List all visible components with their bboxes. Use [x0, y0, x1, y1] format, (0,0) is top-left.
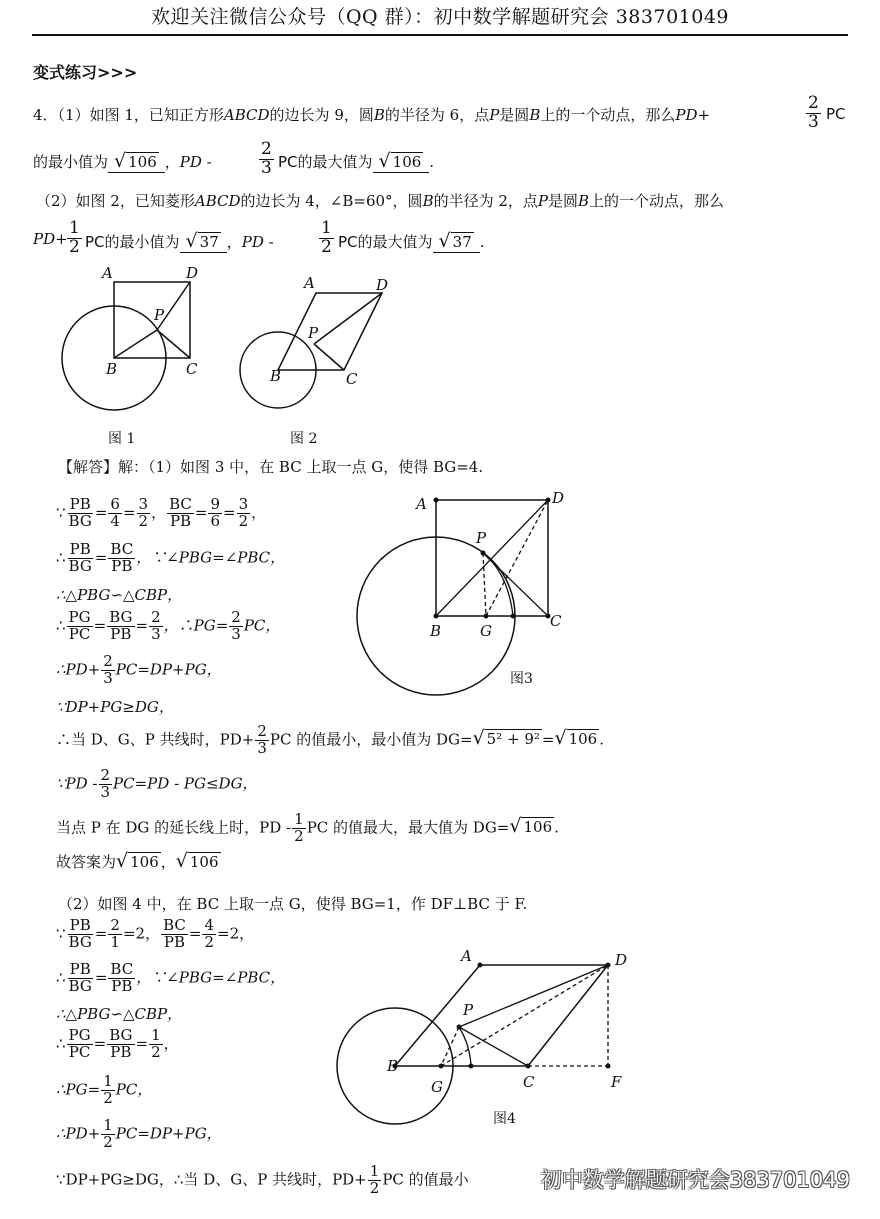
- problem-part1-line2: 的最小值为 √ 106 ，PD -: [33, 150, 212, 172]
- fig4-label-p: P: [463, 1001, 474, 1019]
- fig1-caption: 图 1: [108, 431, 136, 447]
- fig4-label-a: A: [461, 947, 472, 965]
- sol1-line10: 故答案为 √ 106 ， √ 106: [56, 850, 219, 872]
- fig3-label-d: D: [552, 489, 565, 507]
- fraction-1-2: $\frac{1}{2}$: [69, 218, 80, 257]
- fraction-1-2-b: $\frac{1}{2}$: [321, 218, 332, 257]
- problem-part1-line1: 4．（1）如图 1，已知正方形ABCD的边长为 9，圆B的半径为 6，点P是圆B上的一个动点，那么PD+: [33, 106, 711, 124]
- sol2-line1: ∵ $\frac{PB}{BG}$ = $\frac{2}{1}$ =2， $\frac{BC}{PB}$ = $\frac{4}{2}$ =2，: [56, 916, 255, 951]
- sol2-line5: ∴PG= $\frac{1}{2}$ PC，: [56, 1072, 153, 1107]
- fig1-label-a: A: [102, 264, 113, 282]
- problem-part2-line2c: PC的最大值为 √ 37 .: [338, 230, 485, 252]
- fig4-caption: 图4: [493, 1111, 516, 1127]
- fig2-label-c: C: [346, 370, 358, 388]
- sol1-line2: ∴ $\frac{PB}{BG}$ = $\frac{BC}{PB}$ ，∵∠PBG=∠PBC，: [56, 540, 286, 575]
- sol1-line5: ∴PD+ $\frac{2}{3}$ PC=DP+PG，: [56, 652, 222, 687]
- fig1-label-c: C: [186, 360, 198, 378]
- fig3-label-c: C: [550, 612, 562, 630]
- figure-3: [350, 485, 580, 700]
- fig2-label-a: A: [304, 274, 315, 292]
- fig1-label-d: D: [186, 264, 199, 282]
- header-divider: [32, 34, 848, 36]
- fraction-2-3-b: $\frac{2}{3}$: [261, 139, 272, 178]
- fig4-label-c: C: [523, 1073, 535, 1091]
- sol2-line4: ∴ $\frac{PG}{PC}$ = $\frac{BG}{PB}$ = $\frac{1}{2}$ ，: [56, 1026, 179, 1061]
- problem-part1-line2-b: PC的最大值为 √ 106 .: [278, 150, 435, 172]
- problem-part2-line2b: PC的最小值为 √ 37 ，PD -: [85, 230, 274, 252]
- sol1-line8: ∵PD - $\frac{2}{3}$ PC=PD - PG≤DG，: [56, 766, 258, 801]
- problem-part2-line1: （2）如图 2，已知菱形ABCD的边长为 4，∠B=60°，圆B的半径为 2，点P是圆B上的一个动点，那么: [36, 192, 725, 210]
- sol1-line6: ∵DP+PG≥DG，: [56, 698, 174, 716]
- sol1-line9: 当点 P 在 DG 的延长线上时，PD - $\frac{1}{2}$ PC 的值最大，最大值为 DG= √ 106 .: [56, 810, 559, 845]
- fig3-label-p: P: [476, 529, 487, 547]
- fig2-label-d: D: [376, 276, 389, 294]
- figure-4: [335, 945, 635, 1135]
- sol1-line4: ∴ $\frac{PG}{PC}$ = $\frac{BG}{PB}$ = $\frac{2}{3}$ ，∴PG= $\frac{2}{3}$ PC，: [56, 608, 281, 643]
- fig4-label-f: F: [611, 1073, 622, 1091]
- fig2-label-b: B: [270, 367, 282, 385]
- sol2-line7: ∵DP+PG≥DG，∴当 D、G、P 共线时，PD+ $\frac{1}{2}$ PC 的值最小: [56, 1162, 469, 1197]
- solution-heading: 【解答】解：（1）如图 3 中，在 BC 上取一点 G，使得 BG=4.: [58, 458, 484, 476]
- fig3-caption: 图3: [510, 671, 533, 687]
- pc-label: PC: [826, 105, 846, 123]
- fig4-label-d: D: [615, 951, 628, 969]
- fig2-label-p: P: [308, 324, 319, 342]
- fig4-label-b: B: [387, 1057, 399, 1075]
- sol2-line6: ∴PD+ $\frac{1}{2}$ PC=DP+PG，: [56, 1116, 222, 1151]
- fig3-label-g: G: [480, 622, 492, 640]
- fig3-label-b: B: [430, 622, 442, 640]
- fraction-2-3: $\frac{2}{3}$: [808, 93, 819, 132]
- fig4-label-g: G: [431, 1078, 443, 1096]
- sol2-heading: （2）如图 4 中，在 BC 上取一点 G，使得 BG=1，作 DF⊥BC 于 F.: [58, 895, 528, 913]
- fig1-label-b: B: [106, 360, 118, 378]
- sol2-line3: ∴△PBG∽△CBP，: [56, 1005, 183, 1023]
- fig1-label-p: P: [154, 306, 165, 324]
- section-title: 变式练习>>>: [33, 63, 138, 82]
- problem-part2-line2a: PD+: [33, 230, 68, 248]
- figures-1-2: [50, 260, 400, 450]
- fig2-caption: 图 2: [290, 431, 318, 447]
- sol2-line2: ∴ $\frac{PB}{BG}$ = $\frac{BC}{PB}$ ，∵∠PBG=∠PBC，: [56, 960, 286, 995]
- sol1-line1: ∵ $\frac{PB}{BG}$ = $\frac{6}{4}$ = $\frac{3}{2}$ ， $\frac{BC}{PB}$ = $\frac{9}{6}$ = $\frac{3}{2}$ ，: [56, 495, 267, 530]
- sol1-line3: ∴△PBG∽△CBP，: [56, 586, 183, 604]
- sol1-line7: ∴当 D、G、P 共线时，PD+ $\frac{2}{3}$ PC 的值最小，最小值为 DG= √ 5² + 9² = √ 106 .: [56, 722, 604, 757]
- fig3-label-a: A: [416, 495, 427, 513]
- watermark: 初中数学解题研究会383701049: [540, 1168, 850, 1192]
- page-header: 欢迎关注微信公众号（QQ 群）：初中数学解题研究会 383701049: [150, 6, 730, 28]
